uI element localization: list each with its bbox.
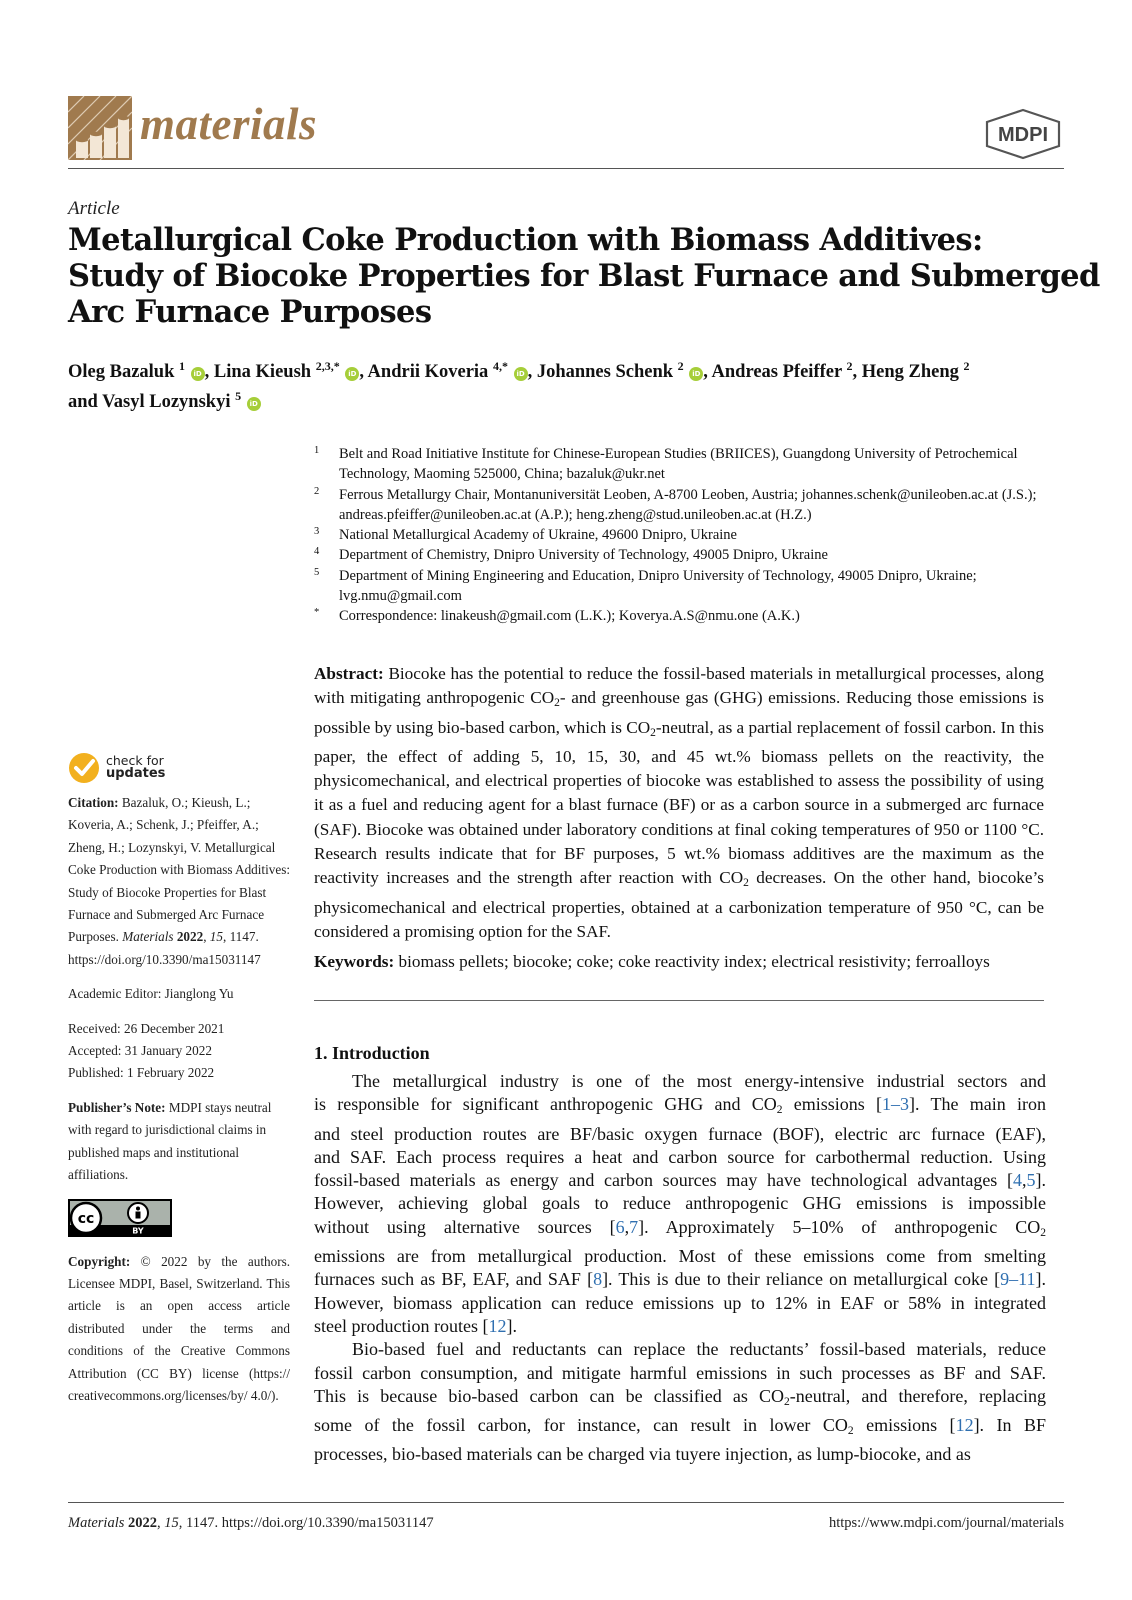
title-line: Arc Furnace Purposes [68,294,432,330]
text-run: is responsible for significant anthropogenic GHG and CO [314,1094,777,1115]
text-line [314,1385,1046,1414]
affiliation-item [314,525,1074,545]
text-line [314,1338,1046,1361]
section-divider [314,1000,1044,1001]
text-line [314,1268,1046,1291]
affiliation-item [314,444,1074,485]
orcid-icon[interactable]: iD [345,367,359,381]
author-name: Andrii Koveria [367,362,489,382]
citation-year: 2022 [176,929,204,945]
text-run: ]. Approximately 5–10% of anthropogenic CO [638,1216,1041,1237]
abstract-text: Biocoke has the potential to reduce the fossil-based materials in metallurgical processes, along with mitigating anthropogenic CO [314,664,1044,708]
text-run: This is because bio-based carbon can be classified as CO [314,1385,784,1406]
reference-link[interactable]: 4 [1013,1170,1022,1191]
affiliation-text: Department of Chemistry, Dnipro University of Technology, 49005 Dnipro, Ukraine [339,547,828,564]
reference-link[interactable]: 9–11 [1000,1269,1036,1290]
subscript: 2 [743,877,749,890]
author-affil-sup: 2 [963,359,970,373]
footer-doi[interactable]: , 1147. https://doi.org/10.3390/ma15031147 [178,1515,434,1531]
copyright-block [68,1251,290,1408]
author-affil-sup: 2,3,* [315,359,340,373]
text-run: processes, bio-based materials can be charged via tuyere injection, as lump-biocoke, and as [314,1444,971,1465]
footer-volume: 15 [164,1515,179,1531]
text-line [314,1093,1046,1122]
cc-badge-by: BY [132,1226,144,1235]
article-title [68,222,1100,330]
text-line [314,1315,1046,1338]
published-date: Published: 1 February 2022 [68,1065,215,1081]
orcid-icon[interactable]: iD [514,367,528,381]
text-line [314,1169,1046,1192]
author-name: Johannes Schenk [536,362,674,382]
reference-link[interactable]: 8 [593,1269,603,1290]
affiliation-text: Belt and Road Initiative Institute for Chinese-European Studies (BRIICES), Guangdong University of Petrochemical Technology, Maoming 525000, China; bazaluk@ukr.net [339,446,1018,483]
header-rule [68,168,1064,169]
reference-link[interactable]: 6 [615,1216,625,1237]
author-name: Lina Kieush [213,362,312,382]
affiliation-item [314,566,1074,607]
correspondence-item [314,606,1074,626]
check-updates-text [106,754,165,780]
reference-link[interactable]: 12 [955,1415,974,1436]
text-run: emissions are from metallurgical production. Most of these emissions come from smelting [314,1246,1046,1267]
text-run: fossil-based materials as energy and carbon sources may have technological advantages [ [314,1170,1013,1191]
affiliation-number: 4 [314,546,320,558]
subscript: 2 [847,1425,854,1438]
author-line [68,384,1068,414]
footer-rule [68,1502,1064,1503]
text-run: ]. [506,1315,517,1336]
citation-volume: 15 [209,929,223,945]
text-line [314,1292,1046,1315]
text-run: fossil carbon consumption, and mitigate harmful emissions in such processes as BF and SAF. [314,1362,1046,1383]
received-date: Received: 26 December 2021 [68,1020,225,1036]
orcid-icon[interactable]: iD [247,397,261,411]
article-type: Article [68,198,120,219]
publisher-note-text: MDPI stays neutral with regard to jurisdictional claims in published maps and institutional affiliations. [68,1099,272,1183]
author-sep: , [703,362,712,382]
text-line [314,1443,1046,1466]
text-run: and SAF. Each process requires a heat and carbon source for carbothermal reduction. Using [314,1146,1046,1167]
text-run: and steel production routes are BF/basic oxygen furnace (BOF), electric arc furnace (EAF), [314,1123,1046,1144]
affiliation-item [314,485,1074,526]
text-line [314,1192,1046,1215]
text-run: , [624,1216,630,1237]
text-line [314,1123,1046,1146]
check-for-updates-badge[interactable] [68,752,188,786]
text-run: some of the fossil carbon, for instance, can result in lower CO [314,1415,848,1436]
abstract [314,662,1044,944]
author-list [68,354,1068,414]
affiliation-item [314,545,1074,565]
copyright-text: © 2022 by the authors. Licensee MDPI, Basel, Switzerland. This article is an open access article distributed under the terms and conditions of the Creative Commons Attribution (CC BY) license (https:// creativecommons.org/licenses/by/ 4.0/). [68,1253,291,1403]
text-run: ]. In BF [973,1415,1046,1436]
orcid-icon[interactable]: iD [191,367,205,381]
abstract-label: Abstract: [314,664,384,683]
text-run: ]. The main iron [909,1094,1046,1115]
footer-citation: Materials 2022, 15, 1147. https://doi.org/10.3390/ma15031147 [68,1515,434,1531]
text-line [314,1070,1046,1093]
text-run: However, achieving global goals to reduce anthropogenic GHG emissions is impossible [314,1193,1046,1214]
orcid-icon[interactable]: iD [689,367,703,381]
title-line: Study of Biocoke Properties for Blast Furnace and Submerged [68,258,1100,294]
text-run: without using alternative sources [ [314,1216,616,1237]
affiliation-list [314,444,1074,627]
affiliation-text: National Metallurgical Academy of Ukraine, 49600 Dnipro, Ukraine [339,527,737,544]
footer-journal: Materials [68,1515,125,1531]
citation-text: Bazaluk, O.; Kieush, L.; Koveria, A.; Schenk, J.; Pfeiffer, A.; Zheng, H.; Lozynskyi, V. Metallurgical Coke Production with Biomass Additives: Study of Biocoke Properties for Blast Furnace and Submerged Arc Furnace Purposes. [68,795,290,945]
text-run: furnaces such as BF, EAF, and SAF [ [314,1269,594,1290]
author-affil-sup: 1 [179,359,186,373]
abstract-text: -neutral, as a partial replacement of fossil carbon. In this paper, the effect of adding 5, 10, 15, 30, and 45 wt.% biomass pellets on the reactivity, the physicomechanical, and electrical properties of biocoke was established to assess the possibility of using it as a fuel and reducing agent for a blast furnace (BF) or as a carbon source in a submerged arc furnace (SAF). Biocoke was obtained under laboratory conditions at final coking temperatures of 950 or 1100 °C. Research results indicate that for BF purposes, 5 wt.% biomass additives are the maximum as the reactivity increases and the strength after reaction with CO [314,717,1044,888]
author-name: and Vasyl Lozynskyi [68,392,231,412]
affiliation-text: Department of Mining Engineering and Education, Dnipro University of Technology, 49005 Dnipro, Ukraine; lvg.nmu@gmail.com [339,567,977,605]
text-run: However, biomass application can reduce emissions up to 12% in EAF or 58% in integrated [314,1292,1046,1313]
author-affil-sup: 2 [846,359,853,373]
author-line [68,354,1068,384]
author-name: Oleg Bazaluk [68,362,175,382]
footer-year: 2022 [128,1515,158,1531]
subscript: 2 [1040,1226,1046,1239]
mdpi-logo-text: MDPI [998,124,1048,146]
citation-label: Citation: [68,795,119,810]
publisher-note [68,1097,290,1187]
reference-link[interactable]: 5 [1026,1170,1036,1191]
author-sep: , [527,362,537,382]
body-text [314,1070,1046,1467]
publisher-note-label: Publisher’s Note: [68,1099,166,1115]
text-run: ]. This is due to their reliance on metallurgical coke [ [602,1269,1001,1290]
text-line [314,1414,1046,1443]
author-sep: , [204,362,214,382]
paragraph [314,1070,1046,1338]
text-line [314,1216,1046,1245]
citation-doi[interactable]: , 1147. https://doi.org/10.3390/ma15031147 [68,929,261,967]
affiliation-number: 2 [314,485,320,497]
subscript: 2 [554,697,560,710]
paragraph [314,1338,1046,1466]
author-affil-sup: 4,* [492,359,508,373]
subscript: 2 [650,726,656,739]
mdpi-logo [983,108,1063,160]
keywords-text: biomass pellets; biocoke; coke; coke reactivity index; electrical resistivity; ferroalloys [398,952,990,971]
author-affil-sup: 2 [677,359,684,373]
affiliation-number: 3 [314,526,320,538]
text-run: The metallurgical industry is one of the most energy-intensive industrial sectors and [352,1071,1046,1091]
text-line [314,1146,1046,1169]
abstract-text: - and greenhouse gas (GHG) emissions. Reducing those emissions is possible by using bio-based carbon, which is CO [314,688,1044,737]
cc-by-license-icon[interactable] [68,1199,172,1237]
accepted-date: Accepted: 31 January 2022 [68,1043,212,1059]
affiliation-text: Ferrous Metallurgy Chair, Montanuniversität Leoben, A-8700 Leoben, Austria; johannes.schenk@unileoben.ac.at (J.S.); andreas.pfeiffer@unileoben.ac.at (A.P.); heng.zheng@stud.unileoben.ac.at (H.Z.) [339,486,1037,523]
text-line [314,1362,1046,1385]
author-name: Andreas Pfeiffer [711,362,842,382]
check-updates-line1: check for [106,753,164,768]
cc-badge-text: cc [77,1210,95,1227]
check-updates-line2: updates [106,766,166,781]
keywords [314,950,1054,974]
abstract-text: decreases. On the other hand, biocoke’s physicomechanical and electrical properties, obtained at a carbonization temperature of 950 °C, can be considered a promising option for the SAF. [314,868,1044,941]
text-run: emissions [ [782,1094,883,1115]
text-run: ]. [1035,1170,1046,1191]
subscript: 2 [784,1395,790,1408]
reference-link[interactable]: 1–3 [882,1094,910,1115]
text-run: emissions [ [853,1415,956,1436]
author-sep: , [359,362,368,382]
text-run: , [1022,1170,1027,1191]
correspondence-text: Correspondence: linakeush@gmail.com (L.K.); Koverya.A.S@nmu.one (A.K.) [339,608,800,625]
text-run: -neutral, and therefore, replacing [789,1385,1046,1406]
academic-editor: Academic Editor: Jianglong Yu [68,986,234,1002]
title-line: Metallurgical Coke Production with Biomass Additives: [68,222,983,258]
affiliation-number: 5 [314,566,320,578]
author-sep: , [852,362,862,382]
journal-name: materials [140,99,318,149]
author-affil-sup: 5 [235,389,242,403]
affiliation-number: 1 [314,445,320,456]
citation-journal: Materials [122,929,174,945]
article-sidebar [68,792,290,1419]
text-run: Bio-based fuel and reductants can replace the reductants’ fossil-based materials, reduce [352,1339,1046,1360]
text-line [314,1245,1046,1268]
citation-block: Citation: Bazaluk, O.; Kieush, L.; Koveria, A.; Schenk, J.; Pfeiffer, A.; Zheng, H.; Lozynskyi, V. Metallurgical Coke Production with Biomass Additives: Study of Biocoke Properties for Blast Furnace and Submerged Arc Furnace Purposes. Materials 2022, 15, 1147. https://doi.org/10.3390/ma15031147 [68,795,290,967]
copyright-label: Copyright: [68,1253,131,1269]
materials-journal-logo [68,96,132,160]
keywords-label: Keywords: [314,952,395,971]
check-updates-icon [68,752,100,784]
section-heading: 1. Introduction [314,1043,430,1063]
text-run: steel production routes [ [314,1315,489,1336]
footer-journal-url[interactable]: https://www.mdpi.com/journal/materials [828,1515,1064,1531]
author-name: Heng Zheng [861,362,959,382]
subscript: 2 [776,1104,783,1117]
reference-link[interactable]: 7 [629,1216,639,1237]
affiliation-number: * [314,607,320,619]
text-run: ]. [1035,1269,1046,1290]
reference-link[interactable]: 12 [488,1315,507,1336]
